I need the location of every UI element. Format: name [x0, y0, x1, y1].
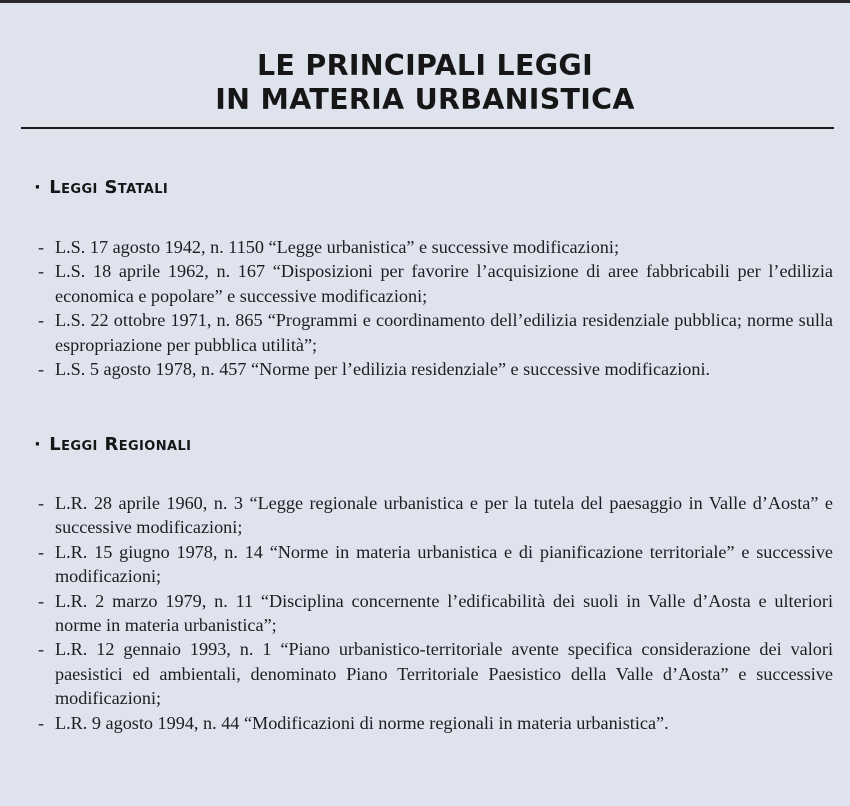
dash-bullet-icon: -	[38, 359, 45, 380]
bullet-dot-icon: ·	[34, 177, 42, 198]
section-heading-leggi-regionali	[34, 434, 191, 455]
title-line-2: IN MATERIA URBANISTICA	[215, 83, 635, 116]
list-item	[38, 637, 833, 710]
bullet-dot-icon: ·	[34, 434, 42, 455]
section-heading-leggi-statali	[34, 177, 168, 198]
law-text: L.R. 12 gennaio 1993, n. 1 “Piano urbanistico-territoriale avente specifica considerazione dei valori paesistici ed ambientali, denominato Piano Territoriale Paesistico della Valle d’Aosta” e successive modificazioni;	[55, 639, 833, 709]
dash-bullet-icon: -	[38, 261, 45, 282]
dash-bullet-icon: -	[38, 493, 45, 513]
list-item	[38, 357, 833, 381]
law-text: L.S. 17 agosto 1942, n. 1150 “Legge urbanistica” e successive modificazioni;	[55, 237, 619, 257]
law-text: L.R. 15 giugno 1978, n. 14 “Norme in materia urbanistica e di pianificazione territoriale” e successive modificazioni;	[55, 541, 833, 587]
law-text: L.S. 22 ottobre 1971, n. 865 “Programmi e coordinamento dell’edilizia residenziale pubblica; norme sulla espropriazione per pubblica utilità”;	[55, 310, 833, 355]
title-divider	[21, 127, 834, 129]
list-item	[38, 308, 833, 357]
leggi-statali-list	[38, 235, 833, 381]
page-title	[0, 49, 850, 117]
law-text: L.S. 18 aprile 1962, n. 167 “Disposizioni per favorire l’acquisizione di aree fabbricabili per l’edilizia economica e popolare” e successive modificazioni;	[55, 261, 833, 306]
law-text: L.R. 28 aprile 1960, n. 3 “Legge regionale urbanistica e per la tutela del paesaggio in Valle d’Aosta” e successive modificazioni;	[55, 493, 833, 538]
dash-bullet-icon: -	[38, 639, 45, 660]
list-item	[38, 589, 833, 638]
law-text: L.S. 5 agosto 1978, n. 457 “Norme per l’edilizia residenziale” e successive modificazioni.	[55, 359, 711, 380]
list-item	[38, 491, 833, 540]
section-heading-text: Leggi Statali	[49, 177, 169, 198]
law-text: L.R. 2 marzo 1979, n. 11 “Disciplina concernente l’edificabilità dei suoli in Valle d’Aosta e ulteriori norme in materia urbanistica”;	[55, 590, 833, 636]
list-item	[38, 711, 833, 735]
title-line-1: LE PRINCIPALI LEGGI	[256, 49, 594, 82]
dash-bullet-icon: -	[38, 237, 45, 257]
list-item	[38, 540, 833, 589]
dash-bullet-icon: -	[38, 712, 45, 733]
dash-bullet-icon: -	[38, 590, 45, 611]
law-text: L.R. 9 agosto 1994, n. 44 “Modificazioni di norme regionali in materia urbanistica”.	[55, 712, 669, 733]
leggi-regionali-list	[38, 491, 833, 735]
section-heading-text: Leggi Regionali	[49, 434, 192, 455]
list-item	[38, 235, 833, 259]
dash-bullet-icon: -	[38, 310, 45, 331]
list-item	[38, 259, 833, 308]
dash-bullet-icon: -	[38, 541, 45, 562]
